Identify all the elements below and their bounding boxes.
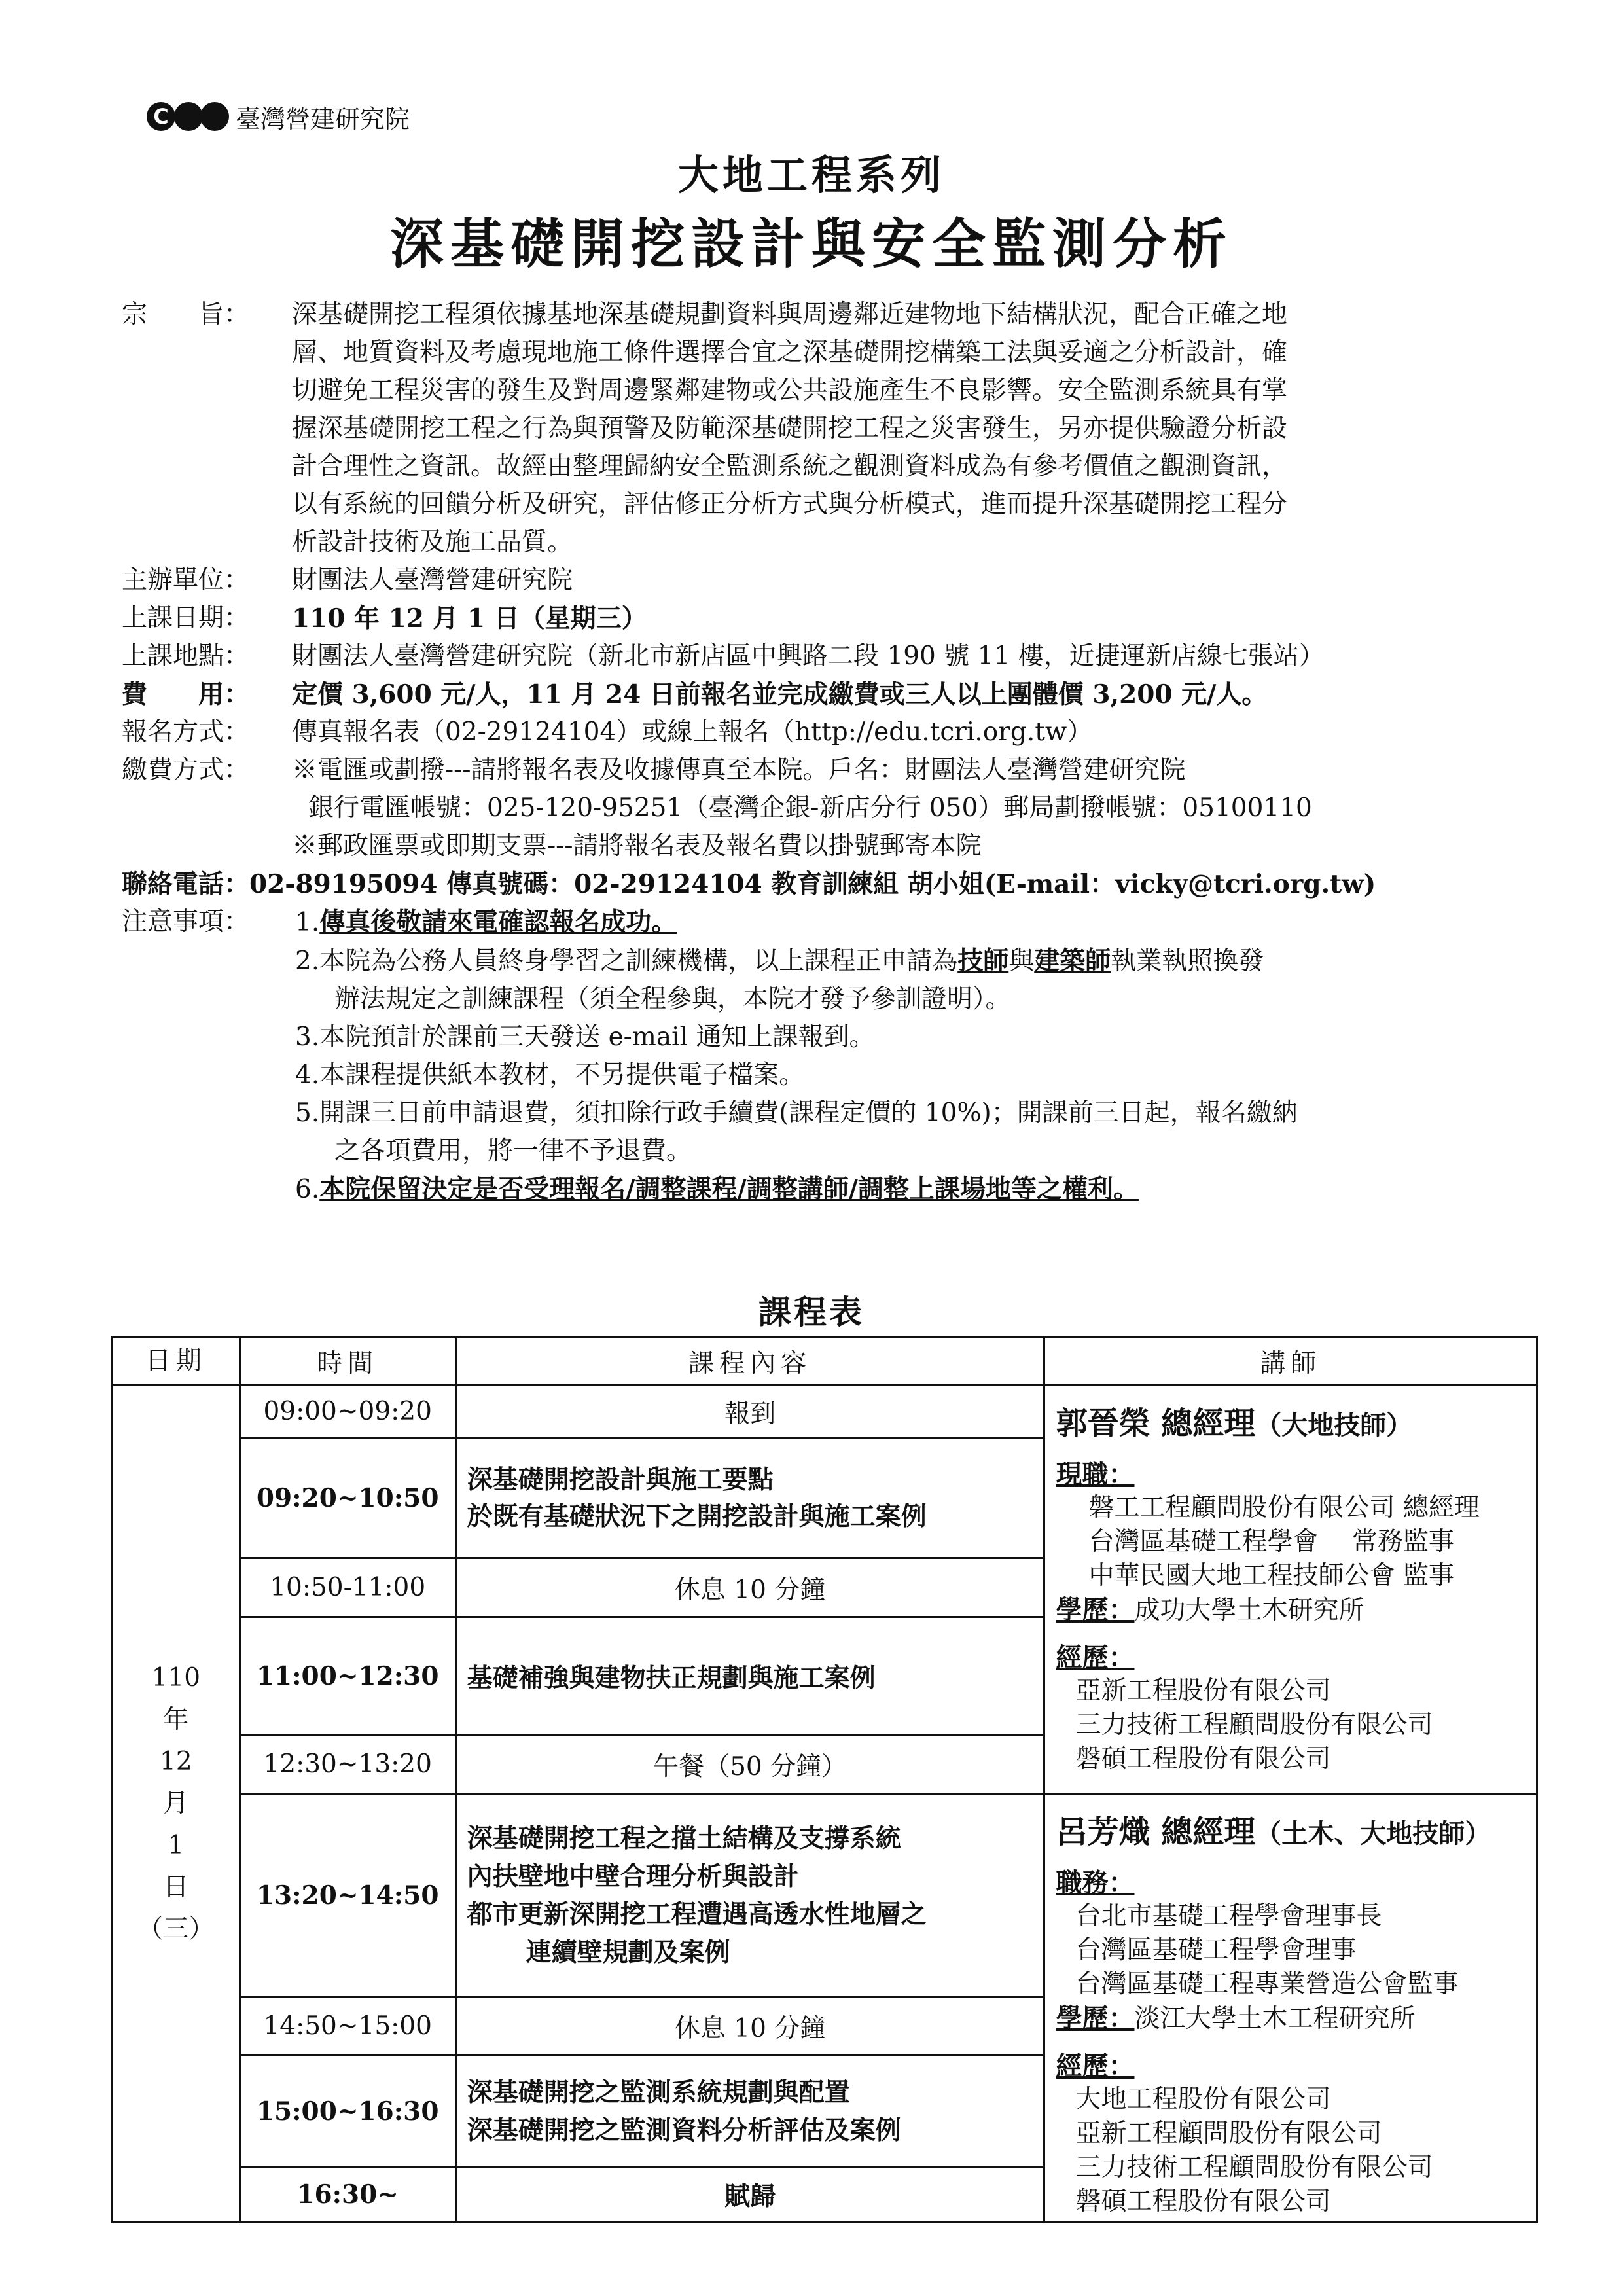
cri-logo-icon: [145, 99, 230, 134]
schedule-title: 課程表: [758, 1293, 865, 1331]
content-cell: 基礎補強與建物扶正規劃與施工案例: [455, 1617, 1044, 1735]
note-item: 2.本院為公務人員終身學習之訓練機構，以上課程正申請為技師與建築師執業執照換發: [295, 946, 1264, 976]
header-time: 時間: [240, 1338, 455, 1386]
host-label: 主辦單位：: [122, 565, 250, 595]
series-title: 大地工程系列: [677, 151, 945, 199]
content-cell: 午餐（50 分鐘）: [455, 1735, 1044, 1794]
note-item: 5.開課三日前申請退費，須扣除行政手續費(課程定價的 10%)；開課前三日起，報名繳納: [295, 1098, 1298, 1128]
date-value: 110 年 12 月 1 日（星期三）: [292, 603, 647, 634]
teacher-exp-label: 經歷：: [1056, 2051, 1135, 2081]
content-cell: 休息 10 分鐘: [455, 1997, 1044, 2056]
teacher-exp-item: 磐碩工程股份有限公司: [1075, 1744, 1331, 1774]
time-cell: 09:20~10:50: [240, 1438, 455, 1558]
purpose-line: 計合理性之資訊。故經由整理歸納安全監測系統之觀測資料成為有參考價值之觀測資訊，: [292, 452, 1288, 481]
register-row: [122, 713, 1529, 751]
note-item: 3.本院預計於課前三天發送 e-mail 通知上課報到。: [295, 1022, 875, 1052]
purpose-label: 宗 旨：: [122, 300, 250, 329]
teacher-name: 郭晉榮 總經理（大地技師）: [1056, 1405, 1413, 1442]
purpose-line: 以有系統的回饋分析及研究，評估修正分析方式與分析模式，進而提升深基礎開挖工程分: [292, 490, 1288, 519]
content-cell: 休息 10 分鐘: [455, 1558, 1044, 1617]
payment-line: ※電匯或劃撥---請將報名表及收據傳真至本院。戶名：財團法人臺灣營建研究院: [292, 755, 1186, 785]
content-cell: 賦歸: [455, 2167, 1044, 2222]
purpose-line: 深基礎開挖工程須依據基地深基礎規劃資料與周邊鄰近建物地下結構狀況，配合正確之地: [292, 300, 1288, 329]
register-value: 傳真報名表（02-29124104）或線上報名（http://edu.tcri.org.tw）: [292, 717, 1093, 747]
venue-value: 財團法人臺灣營建研究院（新北市新店區中興路二段 190 號 11 樓，近捷運新店線七張站）: [292, 641, 1325, 671]
svg-text:C: C: [153, 104, 169, 129]
purpose-line: 層、地質資料及考慮現地施工條件選擇合宜之深基礎開挖構築工法與妥適之分析設計，確: [292, 338, 1288, 367]
content-cell: 深基礎開挖之監測系統規劃與配置 深基礎開挖之監測資料分析評估及案例: [455, 2056, 1044, 2167]
teacher-exp-item: 亞新工程顧問股份有限公司: [1075, 2119, 1382, 2148]
teacher-edu: 學歷：成功大學土木研究所: [1056, 1594, 1364, 1625]
teacher-exp-item: 三力技術工程顧問股份有限公司: [1075, 1710, 1433, 1740]
fee-label: 費 用：: [122, 679, 250, 709]
content-cell: 深基礎開挖設計與施工要點 於既有基礎狀況下之開挖設計與施工案例: [455, 1438, 1044, 1558]
note-item: 辦法規定之訓練課程（須全程參與，本院才發予參訓證明）。: [334, 984, 1011, 1014]
note-item: 1.傳真後敬請來電確認報名成功。: [295, 907, 677, 937]
purpose-text: [292, 296, 1529, 562]
time-cell: 13:20~14:50: [240, 1794, 455, 1997]
note-item: 之各項費用，將一律不予退費。: [334, 1136, 692, 1166]
page-title: 深基礎開挖設計與安全監測分析: [389, 213, 1233, 276]
time-cell: 15:00~16:30: [240, 2056, 455, 2167]
purpose-line: 切避免工程災害的發生及對周邊緊鄰建物或公共設施產生不良影響。安全監測系統具有掌: [292, 376, 1288, 405]
table-row: [113, 1386, 1537, 1438]
header-date: 日期: [113, 1338, 240, 1386]
teacher-exp-item: 磐碩工程股份有限公司: [1075, 2187, 1331, 2216]
fee-value: 定價 3,600 元/人，11 月 24 日前報名並完成繳費或三人以上團體價 3,200 元/人。: [292, 679, 1268, 709]
notes-section: [122, 903, 1529, 1209]
teacher-exp-item: 亞新工程股份有限公司: [1075, 1676, 1331, 1706]
teacher-now-label: 現職：: [1056, 1459, 1135, 1490]
teacher-exp-label: 經歷：: [1056, 1642, 1135, 1673]
table-header-row: [113, 1338, 1537, 1386]
time-cell: 14:50~15:00: [240, 1997, 455, 2056]
time-cell: 11:00~12:30: [240, 1617, 455, 1735]
fee-row: [122, 675, 1529, 713]
date-cell: 110 年 12 月 1 日 （三）: [113, 1386, 240, 2222]
note-item: 4.本課程提供紙本教材，不另提供電子檔案。: [295, 1060, 805, 1090]
teacher-now-item: 台北市基礎工程學會理事長: [1075, 1901, 1382, 1931]
schedule-table: [111, 1336, 1538, 2223]
date-row: [122, 600, 1529, 637]
payment-account: 銀行電匯帳號：025-120-95251（臺灣企銀-新店分行 050）郵局劃撥帳號：05100110: [308, 793, 1312, 823]
info-block: [122, 296, 1529, 1209]
teacher-cell: [1044, 1386, 1537, 1794]
teacher-now-item: 中華民國大地工程技師公會 監事: [1088, 1561, 1454, 1590]
teacher-now-item: 磐工工程顧問股份有限公司 總經理: [1088, 1493, 1480, 1522]
teacher-now-item: 台灣區基礎工程學會理事: [1075, 1935, 1357, 1965]
teacher-edu: 學歷：淡江大學土木工程研究所: [1056, 2003, 1416, 2034]
teacher-now-item: 台灣區基礎工程學會 常務監事: [1088, 1527, 1454, 1556]
venue-label: 上課地點：: [122, 641, 250, 671]
teacher-now-item: 台灣區基礎工程專業營造公會監事: [1075, 1969, 1459, 1999]
time-cell: 09:00~09:20: [240, 1386, 455, 1438]
host-value: 財團法人臺灣營建研究院: [292, 565, 573, 595]
purpose-section: [122, 296, 1529, 562]
teacher-cell: [1044, 1794, 1537, 2222]
contact-line: 聯絡電話：02-89195094 傳真號碼：02-29124104 教育訓練組 胡小姐(E-mail：vicky@tcri.org.tw): [122, 869, 1376, 899]
venue-row: [122, 637, 1529, 675]
header-teacher: 講師: [1044, 1338, 1537, 1386]
time-cell: 10:50-11:00: [240, 1558, 455, 1617]
teacher-exp-item: 大地工程股份有限公司: [1075, 2085, 1331, 2114]
host-row: [122, 562, 1529, 600]
note-item: 6.本院保留決定是否受理報名/調整課程/調整講師/調整上課場地等之權利。: [295, 1174, 1139, 1204]
purpose-line: 析設計技術及施工品質。: [292, 528, 573, 557]
payment-label: 繳費方式：: [122, 755, 250, 785]
teacher-now-label: 職務：: [1056, 1867, 1135, 1898]
register-label: 報名方式：: [122, 717, 250, 747]
payment-row: [122, 751, 1529, 789]
teacher-name: 呂芳熾 總經理（土木、大地技師）: [1056, 1814, 1491, 1850]
table-row: [113, 1794, 1537, 1997]
header-content: 課程內容: [455, 1338, 1044, 1386]
org-name: 臺灣營建研究院: [236, 104, 410, 134]
date-label: 上課日期：: [122, 603, 250, 633]
teacher-exp-item: 三力技術工程顧問股份有限公司: [1075, 2153, 1433, 2182]
notes-label: 注意事項：: [122, 907, 250, 937]
payment-check: ※郵政匯票或即期支票---請將報名表及報名費以掛號郵寄本院: [292, 831, 982, 861]
content-cell: 報到: [455, 1386, 1044, 1438]
content-cell: 深基礎開挖工程之擋土結構及支撐系統 內扶壁地中壁合理分析與設計 都市更新深開挖工程遭遇高透水性地層之 連續壁規劃及案例: [455, 1794, 1044, 1997]
purpose-line: 握深基礎開挖工程之行為與預警及防範深基礎開挖工程之災害發生，另亦提供驗證分析設: [292, 414, 1288, 443]
time-cell: 16:30~: [240, 2167, 455, 2222]
time-cell: 12:30~13:20: [240, 1735, 455, 1794]
org-logo: [145, 97, 410, 136]
